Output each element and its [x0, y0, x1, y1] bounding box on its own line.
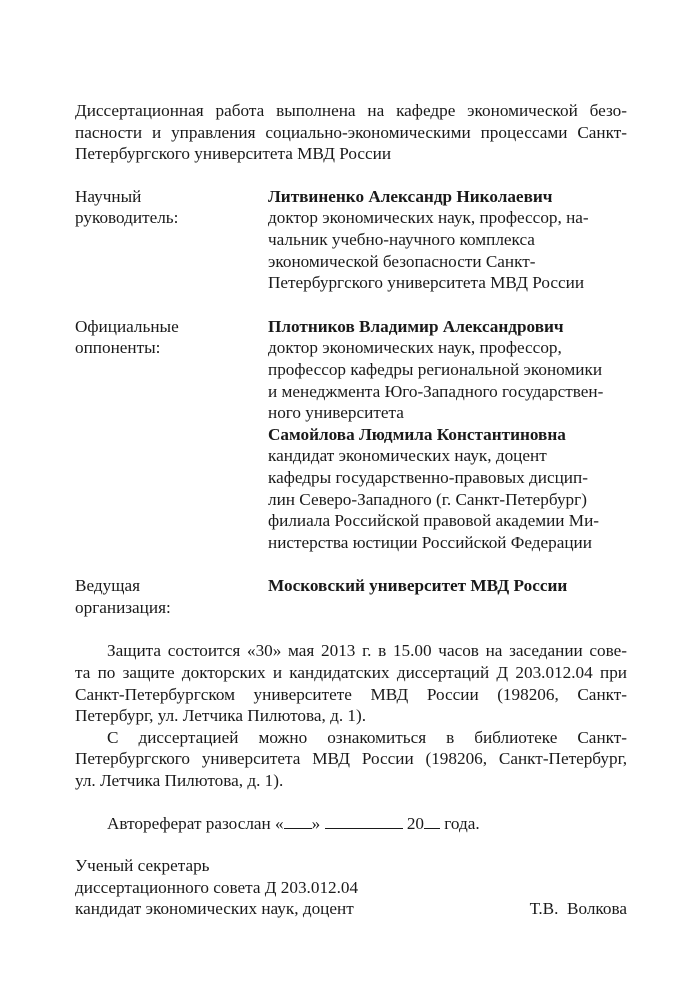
library-line: ул. Летчика Пилютова, д. 1).: [75, 771, 284, 791]
label-line: Научный: [75, 186, 142, 206]
defense-line: Петербург, ул. Летчика Пилютова, д. 1).: [75, 706, 367, 726]
sent-suffix: года.: [440, 813, 480, 833]
opponent-name: Плотников Владимир Александрович: [268, 316, 564, 336]
year-blank: [424, 814, 440, 829]
month-blank: [325, 814, 403, 829]
supervisor-content: [268, 186, 627, 294]
year-prefix: 20: [402, 813, 424, 833]
supervisor-label: [75, 186, 268, 294]
leading-org-block: [75, 575, 627, 618]
defense-line: та по защите докторских и кандидатских диссертаций Д 203.012.04 при: [75, 663, 627, 683]
intro-line: пасности и управления социально-экономическими процессами Санкт-: [75, 122, 627, 142]
leading-org-content: [268, 575, 627, 618]
label-line: Официальные: [75, 316, 179, 336]
day-blank: [284, 814, 312, 829]
label-line: Ведущая: [75, 576, 140, 596]
leading-org-label: [75, 575, 268, 618]
document-page: [75, 100, 627, 920]
detail-line: профессор кафедры региональной экономики: [268, 359, 603, 379]
secretary-line: кандидат экономических наук, доцент: [75, 899, 354, 919]
detail-line: чальник учебно-научного комплекса: [268, 229, 535, 249]
detail-line: и менеджмента Юго-Западного государствен-: [268, 381, 604, 401]
library-line: Петербургского университета МВД России (198206, Санкт-Петербург,: [75, 749, 627, 769]
opponent-name: Самойлова Людмила Константиновна: [268, 424, 566, 444]
intro-paragraph: [75, 100, 627, 165]
defense-line: Санкт-Петербургском университете МВД России (198206, Санкт-: [75, 684, 627, 704]
detail-line: нистерства юстиции Российской Федерации: [268, 532, 592, 552]
defense-line: Защита состоится «30» мая 2013 г. в 15.00 часов на заседании сове-: [107, 641, 627, 661]
secretary-line: Ученый секретарь: [75, 856, 210, 876]
leading-org-name: Московский университет МВД России: [268, 576, 568, 596]
label-line: оппоненты:: [75, 338, 161, 358]
detail-line: экономической безопасности Санкт-: [268, 251, 536, 271]
secretary-signature-row: [75, 898, 627, 920]
opponents-label: [75, 316, 268, 554]
detail-line: кафедры государственно-правовых дисцип-: [268, 467, 588, 487]
intro-line: Петербургского университета МВД России: [75, 144, 392, 164]
opponents-content: [268, 316, 627, 554]
opponents-block: [75, 316, 627, 554]
detail-line: кандидат экономических наук, доцент: [268, 446, 547, 466]
supervisor-block: [75, 186, 627, 294]
defense-paragraph: [75, 640, 627, 726]
sent-prefix: Автореферат разослан «: [107, 813, 284, 833]
label-line: руководитель:: [75, 208, 179, 228]
supervisor-name: Литвиненко Александр Николаевич: [268, 186, 553, 206]
secretary-name: Т.В. Волкова: [529, 899, 627, 919]
detail-line: лин Северо-Западного (г. Санкт-Петербург): [268, 489, 587, 509]
secretary-line: диссертационного совета Д 203.012.04: [75, 877, 359, 897]
label-line: организация:: [75, 597, 171, 617]
detail-line: доктор экономических наук, профессор, на-: [268, 208, 589, 228]
detail-line: доктор экономических наук, профессор,: [268, 338, 562, 358]
abstract-sent-line: [75, 813, 627, 835]
secretary-block: [75, 855, 627, 920]
sent-mid: »: [311, 813, 325, 833]
detail-line: ного университета: [268, 403, 404, 423]
detail-line: Петербургского университета МВД России: [268, 273, 585, 293]
detail-line: филиала Российской правовой академии Ми-: [268, 511, 599, 531]
intro-line: Диссертационная работа выполнена на кафедре экономической безо-: [75, 101, 627, 120]
library-line: С диссертацией можно ознакомиться в библиотеке Санкт-: [107, 727, 627, 747]
library-paragraph: [75, 727, 627, 792]
